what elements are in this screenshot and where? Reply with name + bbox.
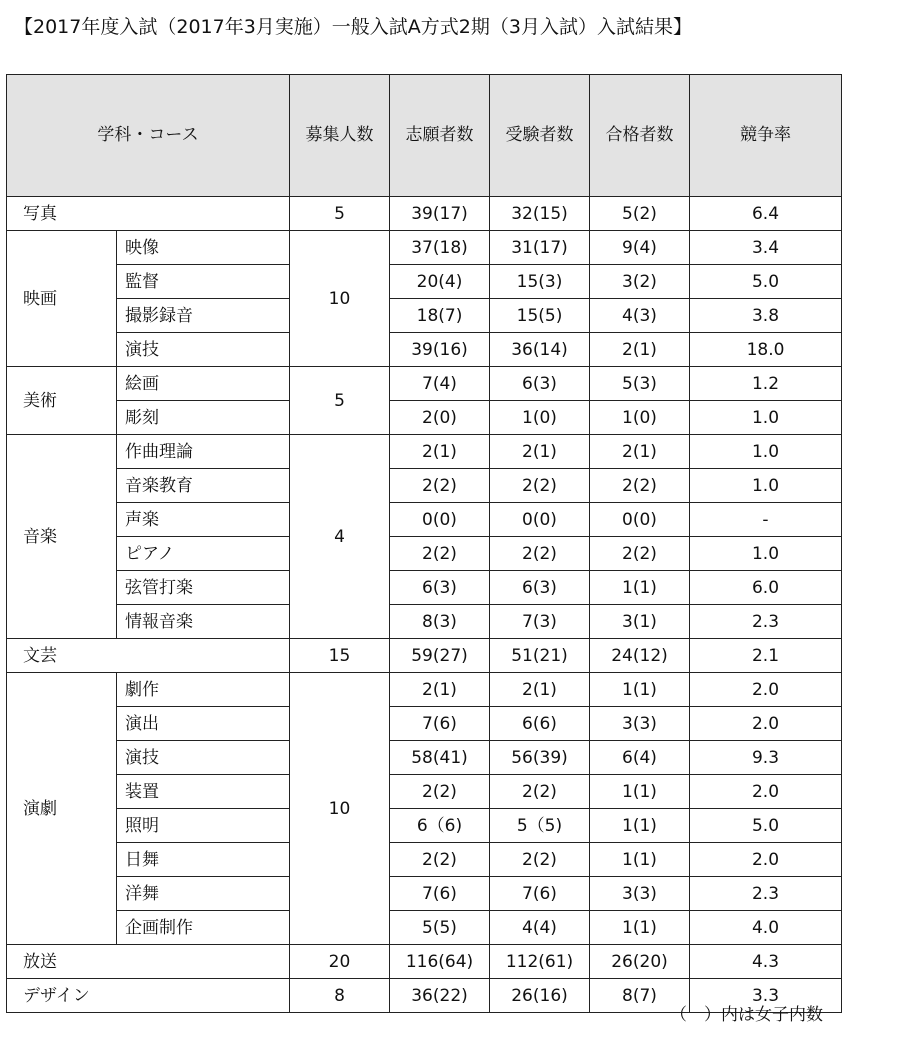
passed-cell: 3(2) [590, 265, 690, 299]
examinees-cell: 31(17) [490, 231, 590, 265]
table-row [7, 605, 842, 639]
passed-cell: 6(4) [590, 741, 690, 775]
ratio-cell: 5.0 [690, 809, 842, 843]
course-cell: 監督 [117, 265, 290, 299]
examinees-cell: 2(1) [490, 673, 590, 707]
passed-cell: 2(2) [590, 469, 690, 503]
ratio-cell: 2.3 [690, 605, 842, 639]
examinees-cell: 7(3) [490, 605, 590, 639]
course-cell: 彫刻 [117, 401, 290, 435]
capacity-cell: 4 [290, 435, 390, 639]
applicants-cell: 18(7) [390, 299, 490, 333]
examinees-cell: 2(2) [490, 843, 590, 877]
table-row [7, 537, 842, 571]
department-cell: 美術 [7, 367, 117, 435]
ratio-cell: 2.3 [690, 877, 842, 911]
table-row [7, 639, 842, 673]
applicants-cell: 2(2) [390, 537, 490, 571]
ratio-cell: 6.4 [690, 197, 842, 231]
table-row [7, 911, 842, 945]
course-cell: 弦管打楽 [117, 571, 290, 605]
applicants-cell: 7(6) [390, 707, 490, 741]
ratio-cell: 2.0 [690, 843, 842, 877]
capacity-cell: 10 [290, 673, 390, 945]
header-examinees: 受験者数 [490, 75, 590, 197]
ratio-cell: 2.0 [690, 775, 842, 809]
passed-cell: 1(1) [590, 809, 690, 843]
course-cell: 企画制作 [117, 911, 290, 945]
passed-cell: 5(3) [590, 367, 690, 401]
table-row [7, 945, 842, 979]
passed-cell: 3(3) [590, 707, 690, 741]
applicants-cell: 2(1) [390, 673, 490, 707]
header-row [7, 75, 842, 197]
applicants-cell: 2(0) [390, 401, 490, 435]
course-cell: 装置 [117, 775, 290, 809]
passed-cell: 1(1) [590, 843, 690, 877]
passed-cell: 3(1) [590, 605, 690, 639]
course-cell: 撮影録音 [117, 299, 290, 333]
applicants-cell: 8(3) [390, 605, 490, 639]
table-row [7, 503, 842, 537]
ratio-cell: 9.3 [690, 741, 842, 775]
ratio-cell: 4.3 [690, 945, 842, 979]
ratio-cell: 4.0 [690, 911, 842, 945]
table-row [7, 401, 842, 435]
table-row [7, 707, 842, 741]
header-ratio: 競争率 [690, 75, 842, 197]
header-department: 学科・コース [7, 75, 290, 197]
course-cell: 絵画 [117, 367, 290, 401]
capacity-cell: 10 [290, 231, 390, 367]
applicants-cell: 0(0) [390, 503, 490, 537]
examinees-cell: 2(2) [490, 775, 590, 809]
applicants-cell: 2(2) [390, 843, 490, 877]
ratio-cell: 1.0 [690, 401, 842, 435]
department-cell: 音楽 [7, 435, 117, 639]
ratio-cell: 3.3 [690, 979, 842, 1013]
passed-cell: 2(1) [590, 333, 690, 367]
examinees-cell: 2(2) [490, 469, 590, 503]
ratio-cell: 2.0 [690, 707, 842, 741]
applicants-cell: 5(5) [390, 911, 490, 945]
ratio-cell: 2.1 [690, 639, 842, 673]
course-cell: 劇作 [117, 673, 290, 707]
capacity-cell: 5 [290, 197, 390, 231]
passed-cell: 2(2) [590, 537, 690, 571]
table-row [7, 265, 842, 299]
ratio-cell: - [690, 503, 842, 537]
examinees-cell: 112(61) [490, 945, 590, 979]
ratio-cell: 18.0 [690, 333, 842, 367]
applicants-cell: 20(4) [390, 265, 490, 299]
applicants-cell: 2(2) [390, 775, 490, 809]
passed-cell: 1(1) [590, 911, 690, 945]
applicants-cell: 6（6) [390, 809, 490, 843]
applicants-cell: 2(2) [390, 469, 490, 503]
table-row [7, 231, 842, 265]
results-table [6, 74, 842, 1013]
applicants-cell: 116(64) [390, 945, 490, 979]
passed-cell: 0(0) [590, 503, 690, 537]
table-row [7, 469, 842, 503]
applicants-cell: 58(41) [390, 741, 490, 775]
examinees-cell: 6(3) [490, 367, 590, 401]
ratio-cell: 1.0 [690, 435, 842, 469]
page-title: 【2017年度入試（2017年3月実施）一般入試A方式2期（3月入試）入試結果】 [14, 16, 692, 38]
results-body [7, 197, 842, 1013]
examinees-cell: 56(39) [490, 741, 590, 775]
ratio-cell: 3.4 [690, 231, 842, 265]
table-row [7, 877, 842, 911]
table-row [7, 333, 842, 367]
header-capacity: 募集人数 [290, 75, 390, 197]
table-row [7, 843, 842, 877]
department-cell: 放送 [7, 945, 290, 979]
header-passed: 合格者数 [590, 75, 690, 197]
passed-cell: 1(1) [590, 673, 690, 707]
passed-cell: 1(0) [590, 401, 690, 435]
ratio-cell: 3.8 [690, 299, 842, 333]
department-cell: 写真 [7, 197, 290, 231]
applicants-cell: 7(4) [390, 367, 490, 401]
course-cell: 照明 [117, 809, 290, 843]
ratio-cell: 6.0 [690, 571, 842, 605]
capacity-cell: 15 [290, 639, 390, 673]
examinees-cell: 51(21) [490, 639, 590, 673]
course-cell: 演出 [117, 707, 290, 741]
table-row [7, 775, 842, 809]
ratio-cell: 5.0 [690, 265, 842, 299]
table-row [7, 741, 842, 775]
examinees-cell: 1(0) [490, 401, 590, 435]
capacity-cell: 5 [290, 367, 390, 435]
course-cell: 声楽 [117, 503, 290, 537]
table-row [7, 435, 842, 469]
applicants-cell: 6(3) [390, 571, 490, 605]
table-row [7, 673, 842, 707]
applicants-cell: 39(16) [390, 333, 490, 367]
examinees-cell: 4(4) [490, 911, 590, 945]
applicants-cell: 37(18) [390, 231, 490, 265]
passed-cell: 24(12) [590, 639, 690, 673]
examinees-cell: 6(3) [490, 571, 590, 605]
course-cell: 音楽教育 [117, 469, 290, 503]
passed-cell: 5(2) [590, 197, 690, 231]
applicants-cell: 59(27) [390, 639, 490, 673]
course-cell: 演技 [117, 741, 290, 775]
examinees-cell: 26(16) [490, 979, 590, 1013]
course-cell: 日舞 [117, 843, 290, 877]
examinees-cell: 7(6) [490, 877, 590, 911]
examinees-cell: 15(3) [490, 265, 590, 299]
table-row [7, 299, 842, 333]
course-cell: 情報音楽 [117, 605, 290, 639]
passed-cell: 1(1) [590, 571, 690, 605]
capacity-cell: 8 [290, 979, 390, 1013]
passed-cell: 2(1) [590, 435, 690, 469]
applicants-cell: 36(22) [390, 979, 490, 1013]
examinees-cell: 0(0) [490, 503, 590, 537]
header-applicants: 志願者数 [390, 75, 490, 197]
department-cell: 演劇 [7, 673, 117, 945]
table-row [7, 809, 842, 843]
examinees-cell: 2(2) [490, 537, 590, 571]
course-cell: 映像 [117, 231, 290, 265]
passed-cell: 1(1) [590, 775, 690, 809]
course-cell: ピアノ [117, 537, 290, 571]
course-cell: 洋舞 [117, 877, 290, 911]
department-cell: 映画 [7, 231, 117, 367]
course-cell: 演技 [117, 333, 290, 367]
department-cell: 文芸 [7, 639, 290, 673]
table-row [7, 571, 842, 605]
examinees-cell: 36(14) [490, 333, 590, 367]
examinees-cell: 2(1) [490, 435, 590, 469]
course-cell: 作曲理論 [117, 435, 290, 469]
ratio-cell: 1.2 [690, 367, 842, 401]
examinees-cell: 5（5) [490, 809, 590, 843]
footnote: （ ）内は女子内数 [670, 1005, 823, 1025]
applicants-cell: 2(1) [390, 435, 490, 469]
ratio-cell: 1.0 [690, 469, 842, 503]
table-row [7, 367, 842, 401]
passed-cell: 3(3) [590, 877, 690, 911]
passed-cell: 26(20) [590, 945, 690, 979]
applicants-cell: 39(17) [390, 197, 490, 231]
ratio-cell: 1.0 [690, 537, 842, 571]
passed-cell: 8(7) [590, 979, 690, 1013]
table-row [7, 197, 842, 231]
examinees-cell: 32(15) [490, 197, 590, 231]
passed-cell: 9(4) [590, 231, 690, 265]
ratio-cell: 2.0 [690, 673, 842, 707]
examinees-cell: 6(6) [490, 707, 590, 741]
department-cell: デザイン [7, 979, 290, 1013]
examinees-cell: 15(5) [490, 299, 590, 333]
applicants-cell: 7(6) [390, 877, 490, 911]
passed-cell: 4(3) [590, 299, 690, 333]
capacity-cell: 20 [290, 945, 390, 979]
